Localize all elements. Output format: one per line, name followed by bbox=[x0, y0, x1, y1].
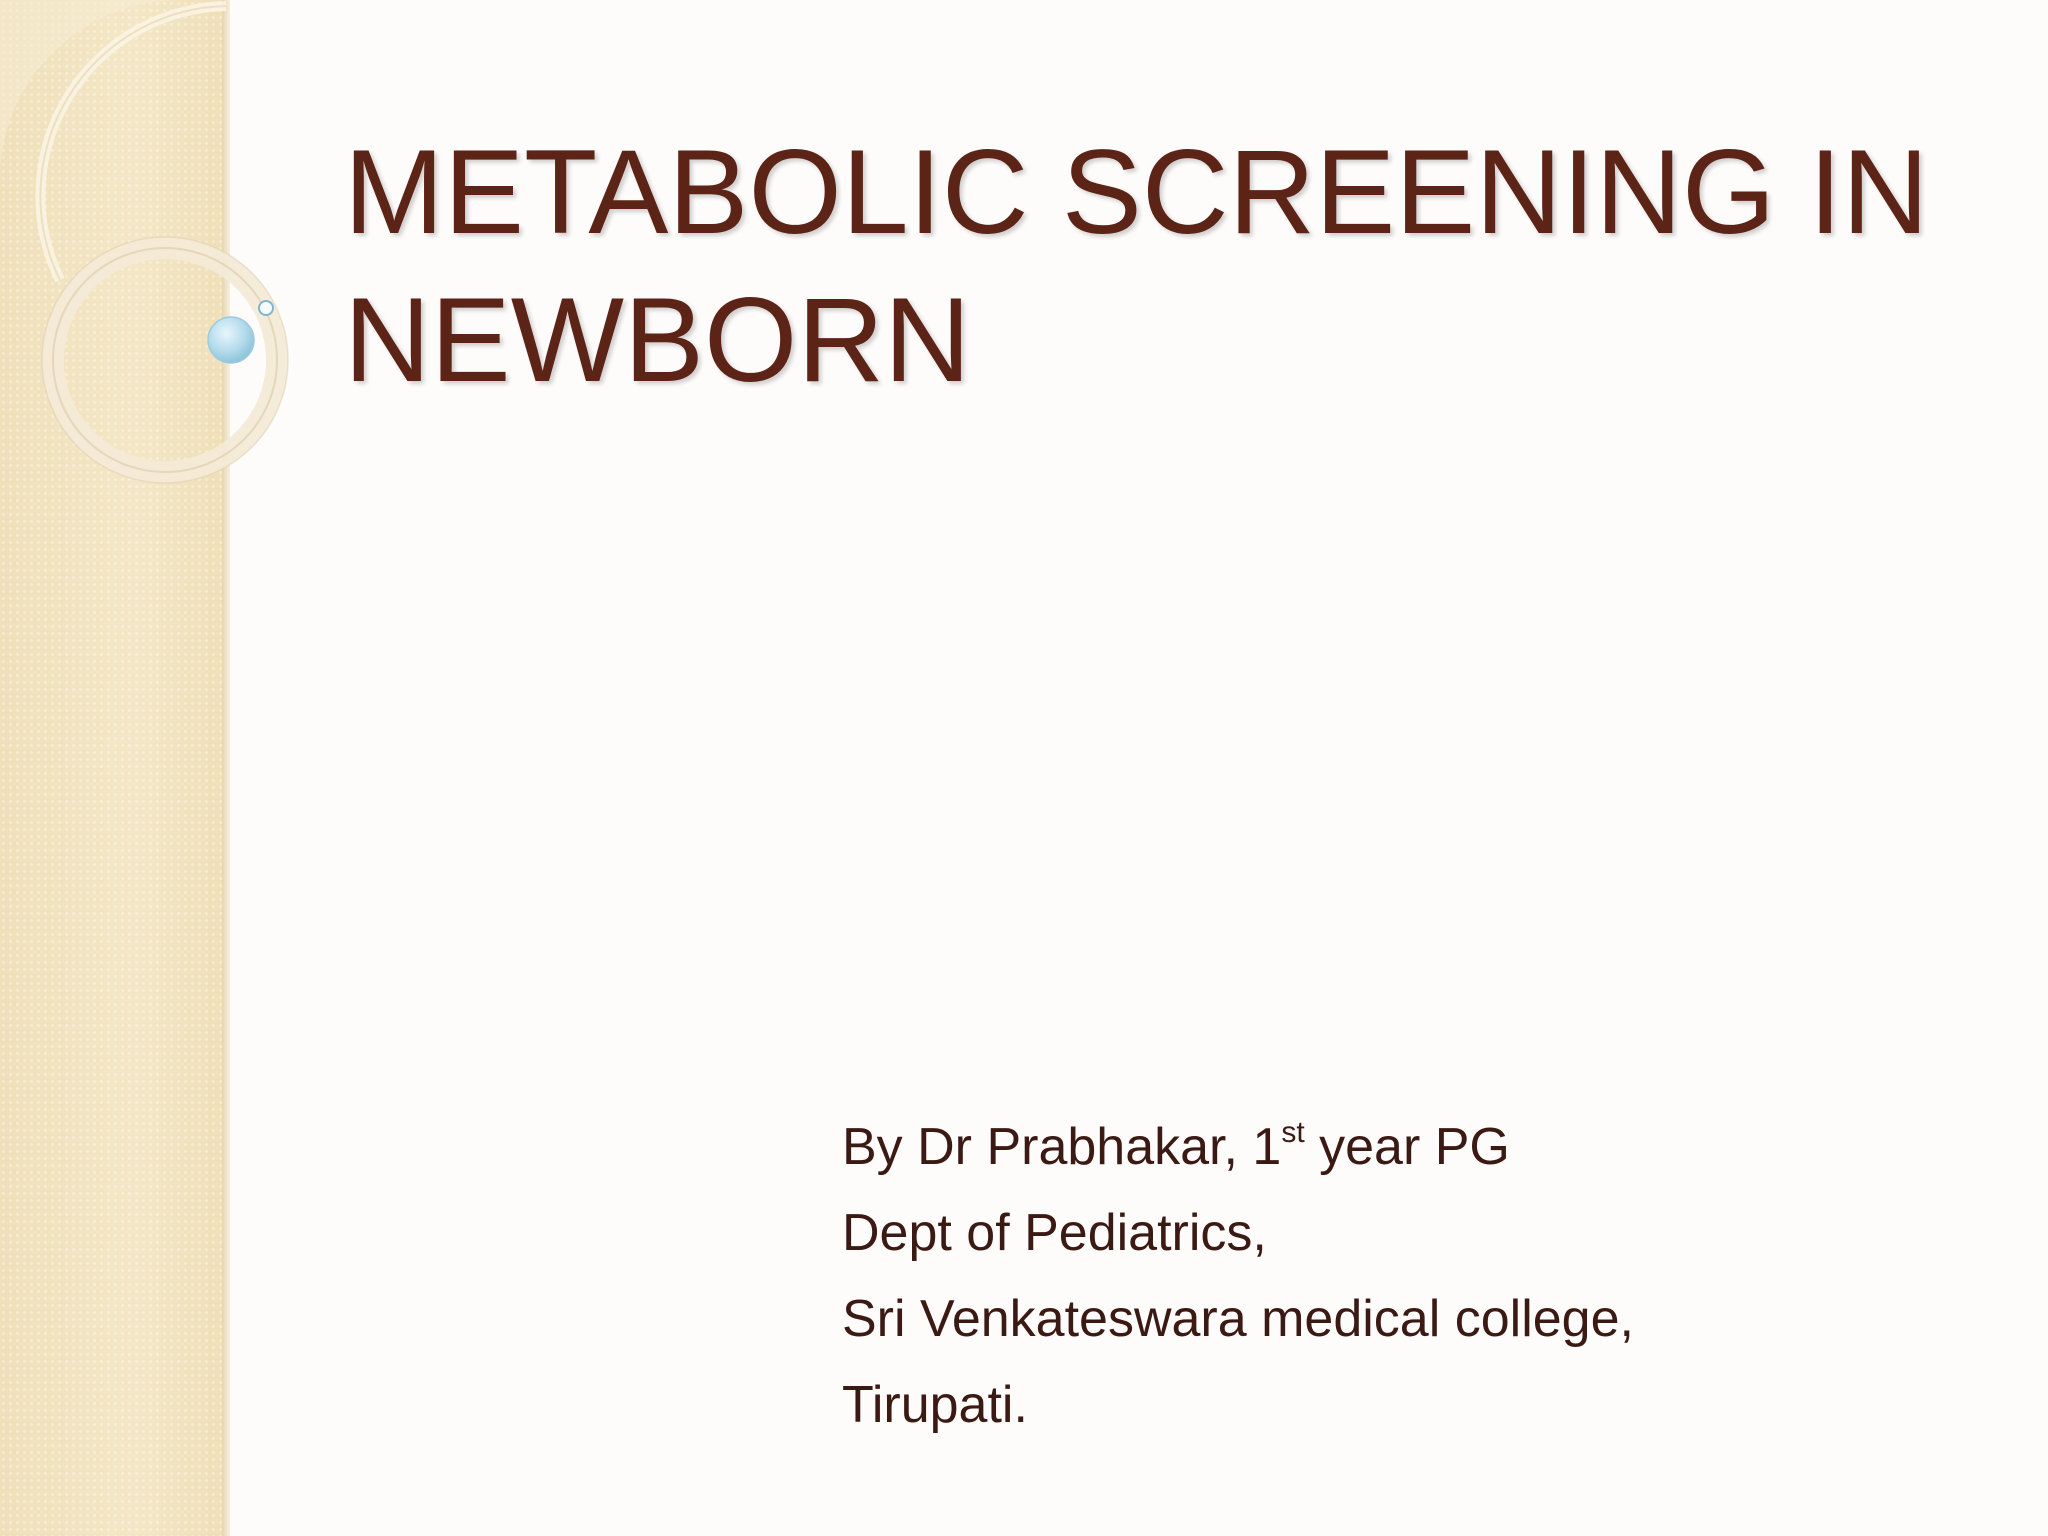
title-line-2: NEWBORN bbox=[344, 273, 971, 407]
department-line: Dept of Pediatrics, bbox=[842, 1204, 1267, 1262]
presenter-info bbox=[842, 1104, 1962, 1448]
slide-title bbox=[344, 118, 2004, 414]
author-line bbox=[842, 1104, 1962, 1190]
author-prefix: By Dr Prabhakar, 1 bbox=[842, 1118, 1282, 1176]
blue-bubble-icon bbox=[208, 317, 254, 363]
college-line: Sri Venkateswara medical college, bbox=[842, 1290, 1634, 1348]
author-suffix: year PG bbox=[1304, 1118, 1510, 1176]
city-line: Tirupati. bbox=[842, 1376, 1028, 1434]
author-ordinal-suffix: st bbox=[1281, 1116, 1305, 1149]
title-line-1: METABOLIC SCREENING IN bbox=[344, 125, 1929, 259]
decorative-circles-icon bbox=[0, 0, 300, 520]
